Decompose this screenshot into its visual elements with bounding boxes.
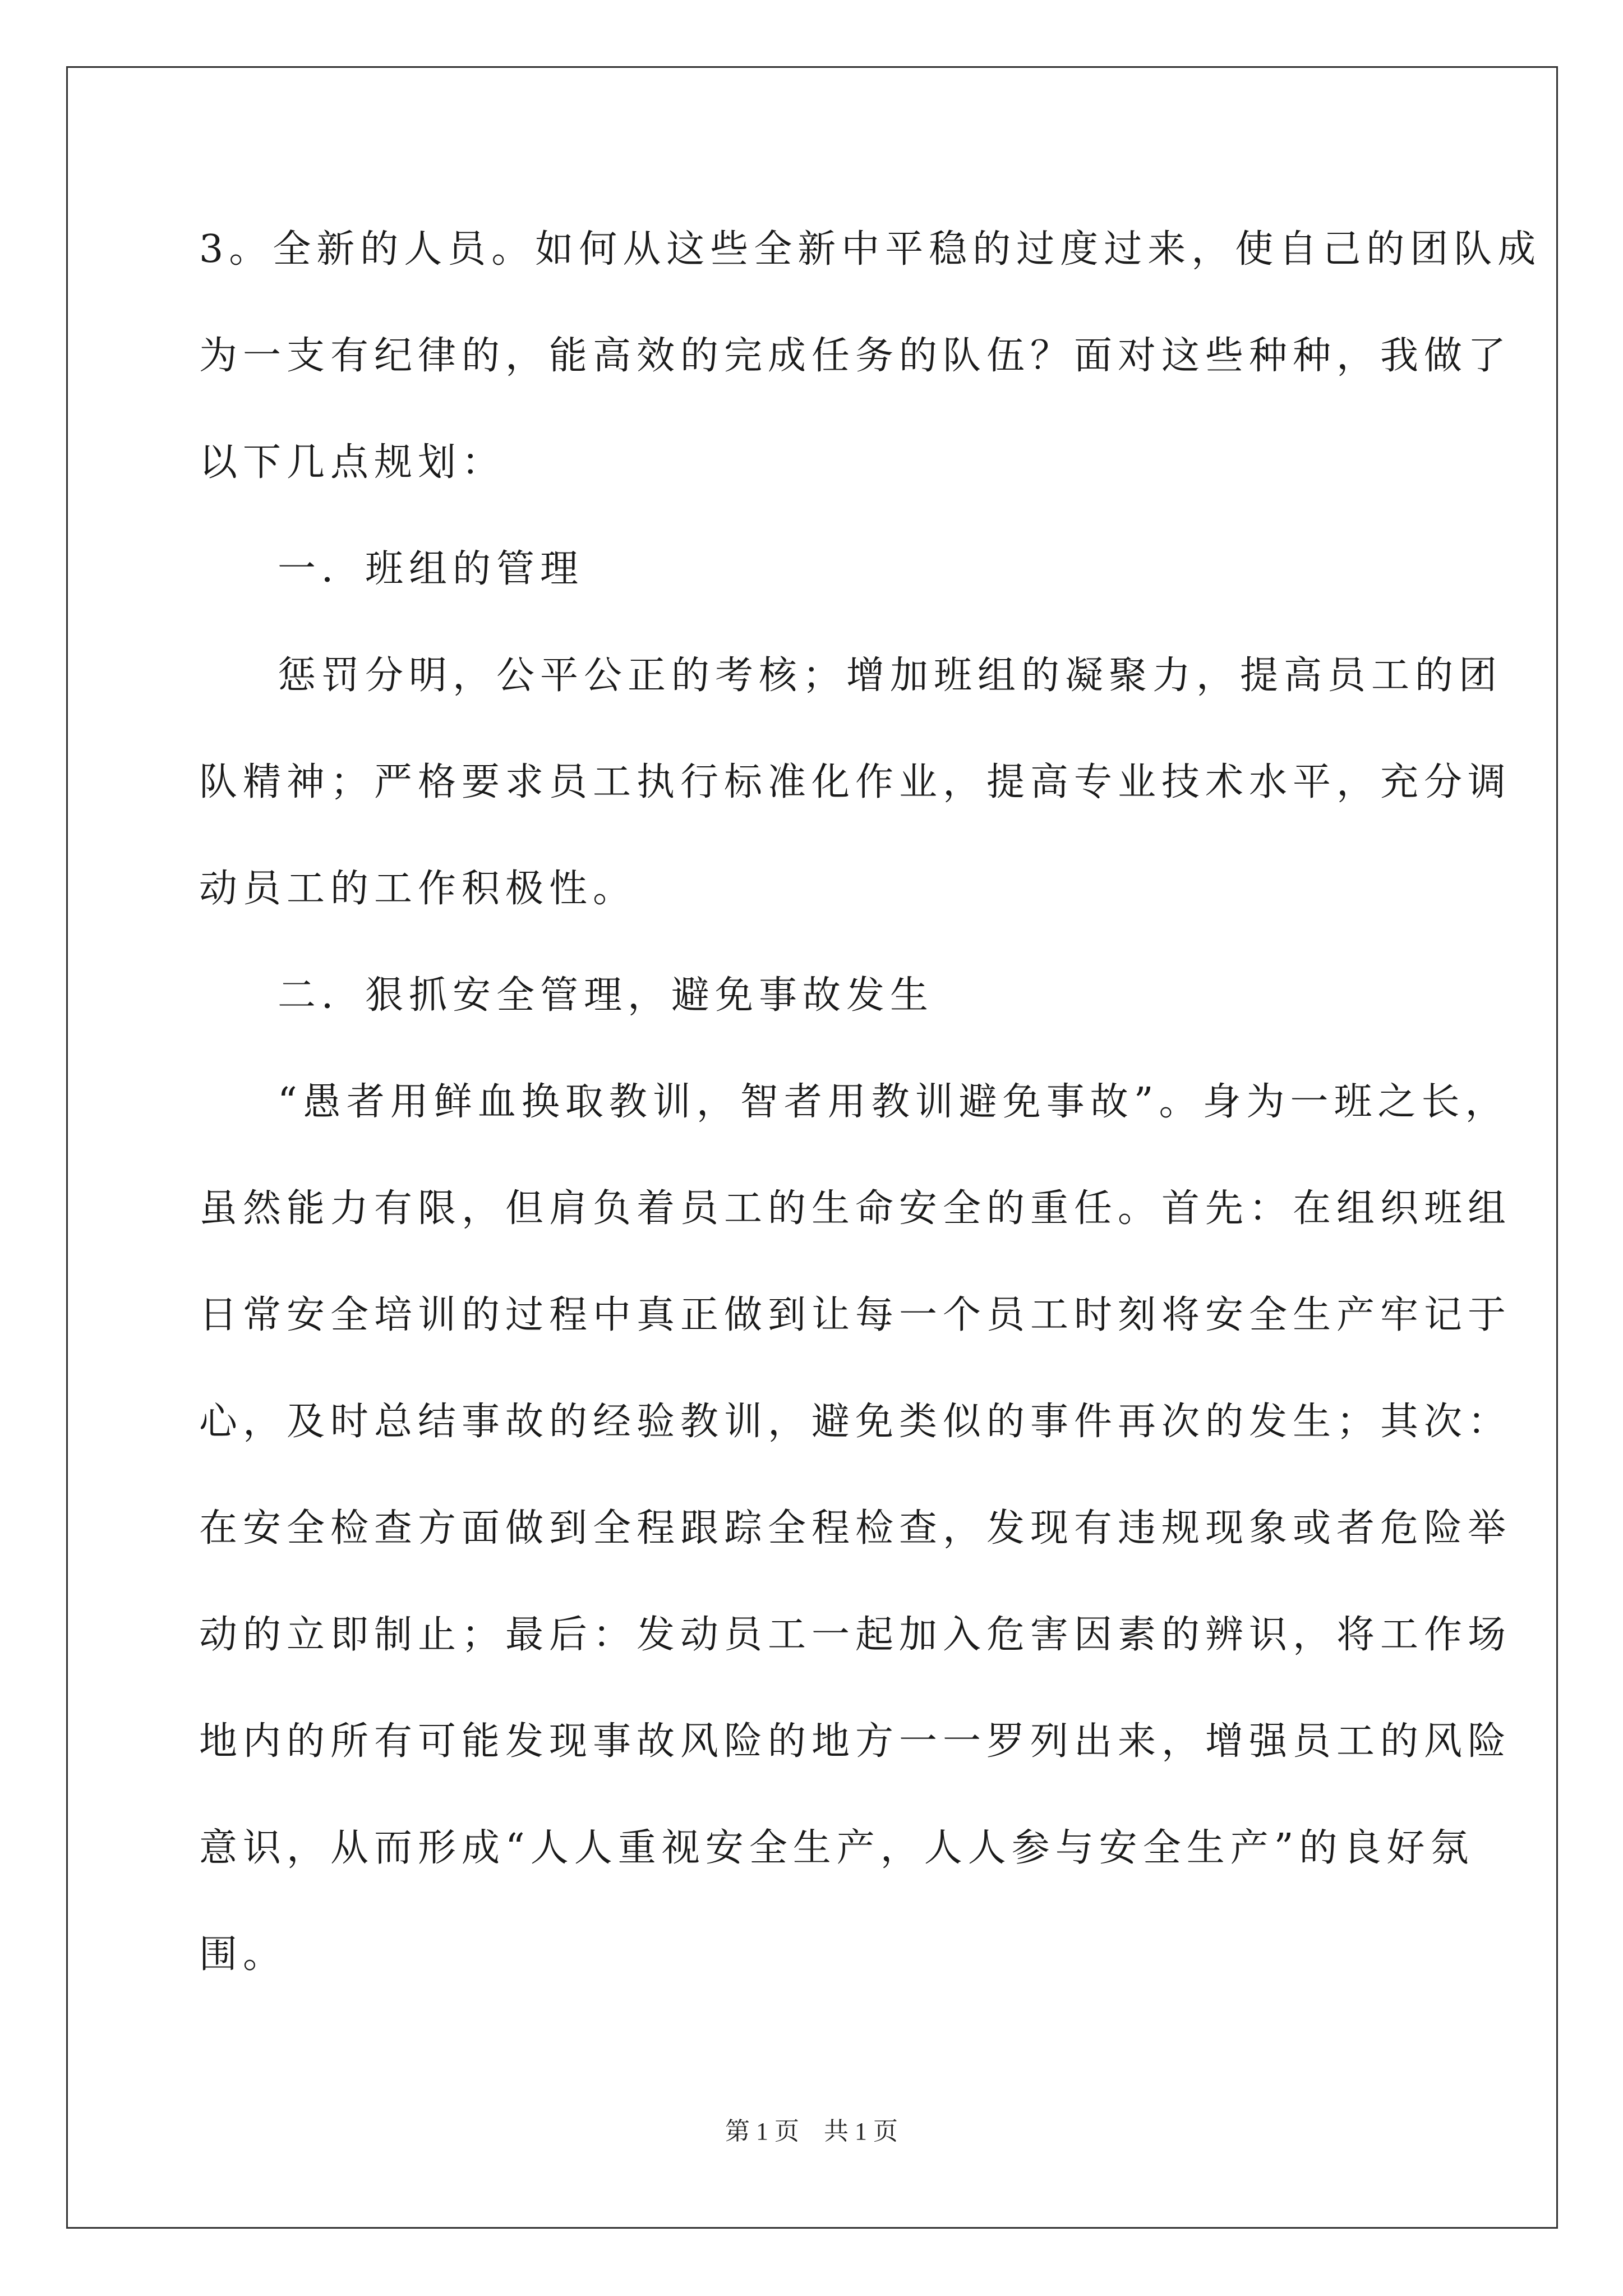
paragraph-line: 虽然能力有限，但肩负着员工的生命安全的重任。首先：在组织班组 [199, 1186, 1512, 1231]
paragraph-line: 在安全检查方面做到全程跟踪全程检查，发现有违规现象或者危险举 [199, 1506, 1512, 1550]
paragraph-line: 地内的所有可能发现事故风险的地方一一罗列出来，增强员工的风险 [199, 1719, 1512, 1764]
paragraph-line: 心，及时总结事故的经验教训，避免类似的事件再次的发生；其次： [199, 1400, 1512, 1444]
page-number-footer: 第 1 页 共 1 页 [725, 2118, 898, 2145]
paragraph-line: 队精神；严格要求员工执行标准化作业，提高专业技术水平，充分调 [199, 760, 1512, 804]
paragraph-line: 动的立即制止；最后：发动员工一起加入危害因素的辨识，将工作场 [199, 1613, 1512, 1657]
section-heading: 一．班组的管理 [278, 547, 584, 591]
paragraph-line: 为一支有纪律的，能高效的完成任务的队伍？面对这些种种，我做了 [199, 334, 1512, 378]
paragraph-line: 3。全新的人员。如何从这些全新中平稳的过度过来，使自己的团队成 [199, 227, 1542, 272]
paragraph-line: 惩罚分明，公平公正的考核；增加班组的凝聚力，提高员工的团 [278, 654, 1503, 698]
paragraph-line: 动员工的工作积极性。 [199, 867, 637, 911]
paragraph-line: “愚者用鲜血换取教训，智者用教训避免事故”。身为一班之长， [278, 1080, 1509, 1124]
page-border [66, 66, 1558, 2229]
section-heading: 二．狠抓安全管理，避免事故发生 [278, 973, 934, 1018]
paragraph-line: 围。 [199, 1932, 287, 1977]
paragraph-line: 日常安全培训的过程中真正做到让每一个员工时刻将安全生产牢记于 [199, 1293, 1512, 1337]
paragraph-line: 以下几点规划： [199, 440, 506, 485]
paragraph-line: 意识，从而形成“人人重视安全生产，人人参与安全生产”的良好氛 [199, 1826, 1474, 1870]
